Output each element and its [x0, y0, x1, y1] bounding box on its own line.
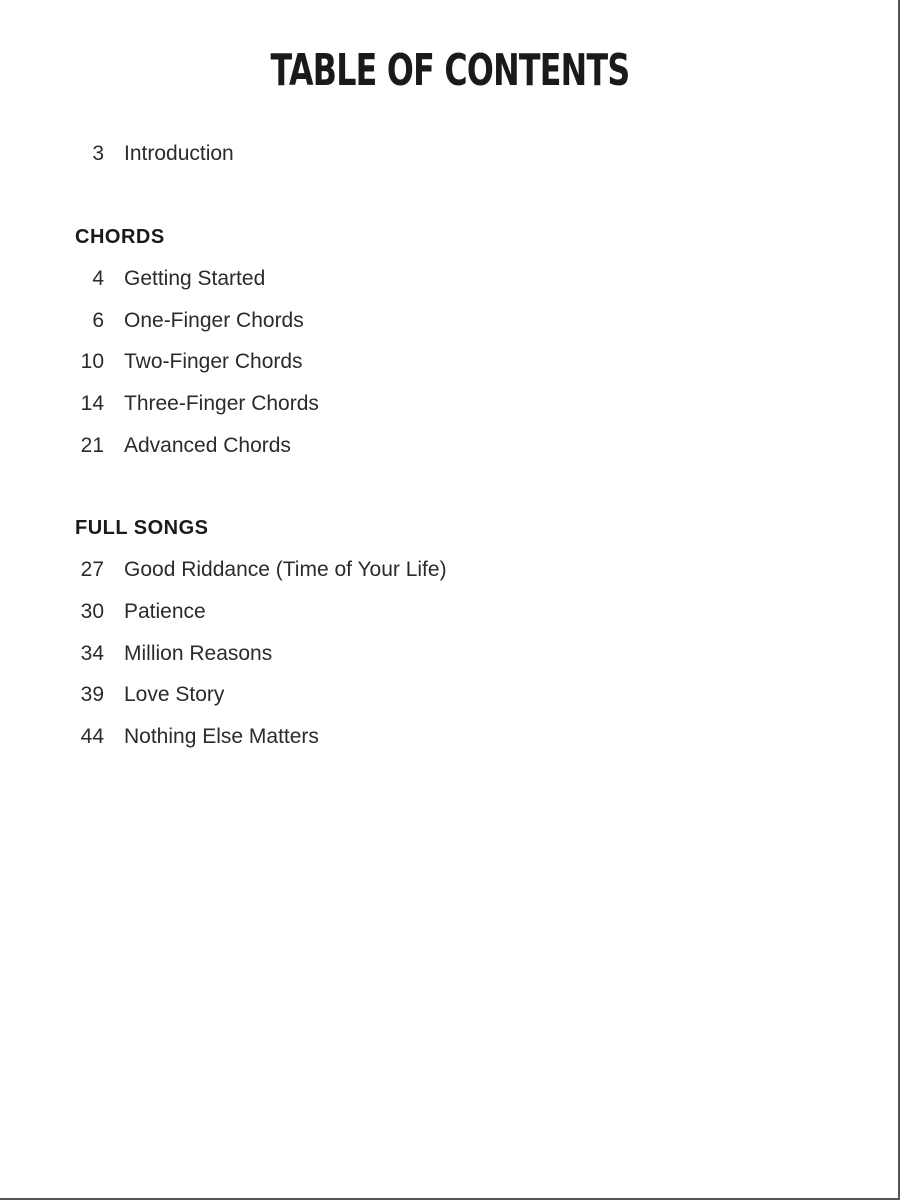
- toc-page-number: 34: [80, 642, 104, 665]
- toc-entry-label: Patience: [124, 600, 206, 623]
- toc-page-number: 10: [80, 350, 104, 373]
- toc-entry-label: Getting Started: [124, 267, 266, 290]
- toc-entry-label: Million Reasons: [124, 642, 273, 665]
- section-heading-chords: CHORDS: [75, 226, 165, 248]
- toc-page-number: 14: [80, 392, 104, 415]
- toc-page-number: 30: [80, 600, 104, 623]
- page-title: TABLE OF CONTENTS: [270, 45, 630, 96]
- toc-entry-label: Three-Finger Chords: [124, 392, 319, 415]
- toc-page-number: 27: [80, 558, 104, 581]
- section-heading-full-songs: FULL SONGS: [75, 517, 209, 539]
- toc-entry-label: One-Finger Chords: [124, 309, 304, 332]
- toc-entry-label: Love Story: [124, 683, 225, 706]
- toc-page-number: 39: [80, 683, 104, 706]
- toc-page-number: 6: [92, 309, 104, 332]
- toc-page-number: 44: [80, 725, 104, 748]
- toc-entry-label: Good Riddance (Time of Your Life): [124, 558, 447, 581]
- toc-entry-label: Two-Finger Chords: [124, 350, 303, 373]
- toc-entry-label: Nothing Else Matters: [124, 725, 319, 748]
- toc-entry-label: Introduction: [124, 142, 234, 165]
- toc-entry-label: Advanced Chords: [124, 434, 291, 457]
- toc-page-number: 3: [92, 142, 104, 165]
- toc-page-number: 4: [92, 267, 104, 290]
- toc-page-number: 21: [80, 434, 104, 457]
